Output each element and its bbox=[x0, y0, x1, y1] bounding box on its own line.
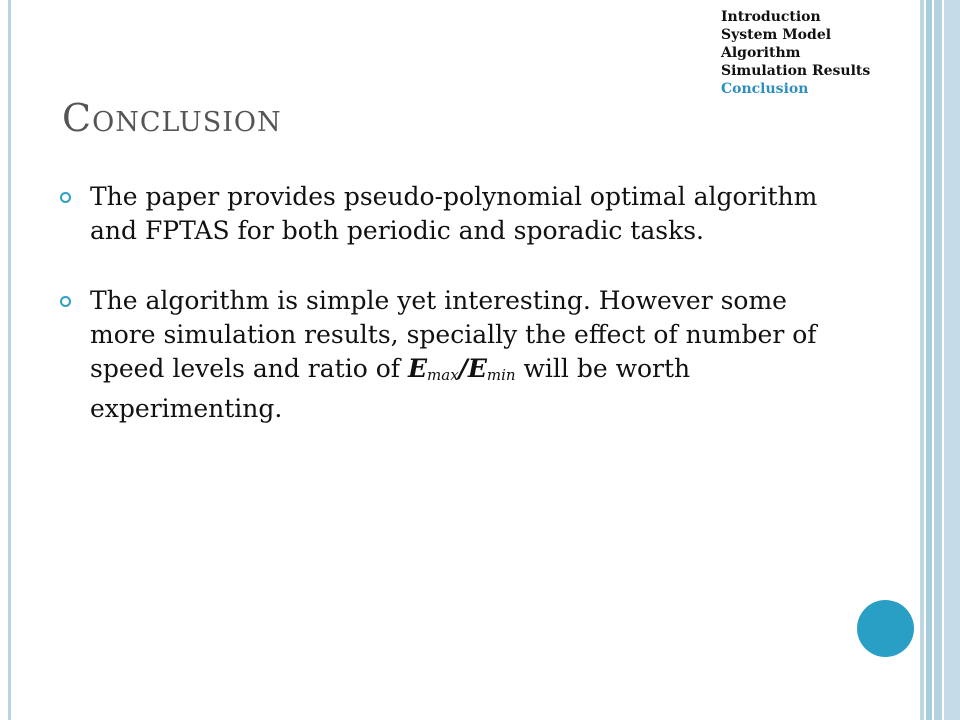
bullet-circle-icon bbox=[60, 192, 71, 203]
right-decorative-stripes bbox=[920, 0, 960, 720]
bullet-list bbox=[60, 180, 830, 462]
nav-item-algorithm[interactable]: Algorithm bbox=[721, 45, 801, 61]
bullet-item bbox=[60, 284, 830, 426]
bullet-circle-icon bbox=[60, 296, 71, 307]
slide-title: Conclusion bbox=[62, 96, 282, 140]
bullet-text-after: will be worth experimenting. bbox=[90, 354, 691, 423]
decorative-circle bbox=[857, 600, 914, 657]
left-decorative-rule bbox=[8, 0, 11, 720]
section-navigation bbox=[721, 8, 870, 98]
nav-item-system-model[interactable]: System Model bbox=[721, 27, 832, 43]
bullet-item bbox=[60, 180, 830, 248]
bullet-text bbox=[90, 284, 830, 426]
nav-item-conclusion[interactable]: Conclusion bbox=[721, 81, 809, 97]
nav-item-introduction[interactable]: Introduction bbox=[721, 9, 821, 25]
bullet-text-before: The algorithm is simple yet interesting. However some more simulation results, specially the effect of number of speed levels and ratio of bbox=[90, 286, 817, 383]
nav-item-simulation-results[interactable]: Simulation Results bbox=[721, 63, 871, 79]
math-emax-emin: $E_{max}/E_{min}$ bbox=[407, 354, 516, 384]
bullet-text: The paper provides pseudo-polynomial optimal algorithm and FPTAS for both periodic and sporadic tasks. bbox=[90, 182, 818, 245]
